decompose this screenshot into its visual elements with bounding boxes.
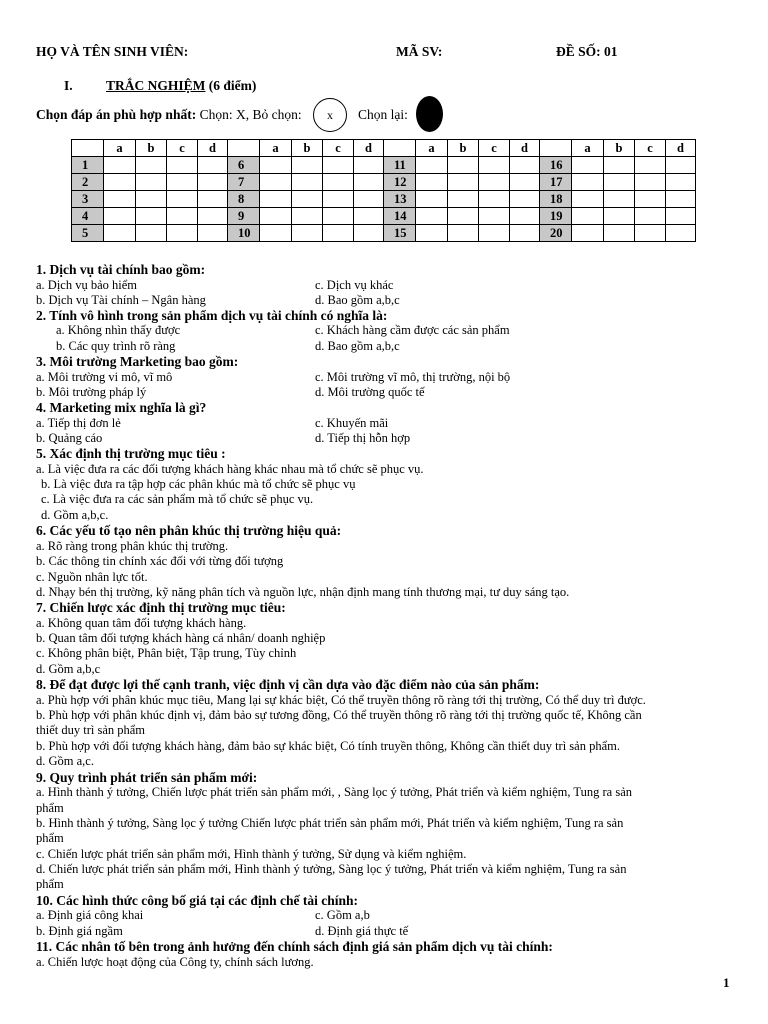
answer-cell[interactable] (510, 225, 540, 242)
instruction-line (36, 107, 302, 123)
grid-corner-cell (228, 140, 260, 157)
question-number-cell: 3 (72, 191, 104, 208)
question-title: 3. Môi trường Marketing bao gồm: (36, 354, 239, 369)
answer-cell[interactable] (167, 174, 198, 191)
option-a: a. Phù hợp với phân khúc mục tiêu, Mang lại sự khác biệt, Có thể truyền thông rõ ràng tới thị trường, Có thể duy trì được. (36, 693, 646, 707)
option-b: b. Quan tâm đối tượng khách hàng cá nhân/ doanh nghiệp (36, 631, 326, 645)
answer-cell[interactable] (198, 191, 228, 208)
question-title: 2. Tính vô hình trong sản phẩm dịch vụ tài chính có nghĩa là: (36, 308, 388, 323)
answer-cell[interactable] (136, 157, 167, 174)
answer-cell[interactable] (136, 174, 167, 191)
choice-header-b: b (136, 140, 167, 157)
filled-circle-icon (416, 96, 443, 132)
question-number-cell: 1 (72, 157, 104, 174)
answer-cell[interactable] (479, 157, 510, 174)
reselect-label: Chọn lại: (358, 107, 408, 122)
answer-cell[interactable] (572, 208, 604, 225)
option-a: a. Chiến lược hoạt động của Công ty, chính sách lương. (36, 955, 314, 969)
answer-cell[interactable] (448, 157, 479, 174)
answer-cell[interactable] (292, 157, 323, 174)
instruction-rest: Chọn: X, Bỏ chọn: (199, 107, 302, 122)
answer-cell[interactable] (198, 225, 228, 242)
choice-header-a: a (416, 140, 448, 157)
question-number-cell: 16 (540, 157, 572, 174)
answer-cell[interactable] (479, 191, 510, 208)
answer-cell[interactable] (635, 225, 666, 242)
answer-cell[interactable] (479, 208, 510, 225)
answer-cell[interactable] (354, 174, 384, 191)
answer-cell[interactable] (104, 191, 136, 208)
question-title: 9. Quy trình phát triển sản phẩm mới: (36, 770, 258, 785)
answer-cell[interactable] (666, 174, 696, 191)
answer-cell[interactable] (635, 174, 666, 191)
question-number-cell: 17 (540, 174, 572, 191)
deselect-circle-icon (313, 98, 347, 132)
answer-cell[interactable] (323, 225, 354, 242)
answer-cell[interactable] (448, 225, 479, 242)
choice-header-c: c (479, 140, 510, 157)
answer-cell[interactable] (572, 157, 604, 174)
answer-grid-row (72, 225, 696, 242)
option-b: b. Dịch vụ Tài chính – Ngân hàng (36, 293, 206, 307)
question-number-cell: 18 (540, 191, 572, 208)
option-a: a. Tiếp thị đơn lẻ (36, 416, 121, 430)
answer-cell[interactable] (510, 208, 540, 225)
question-number-cell: 8 (228, 191, 260, 208)
exam-code-label: ĐỀ SỐ: 01 (556, 44, 618, 59)
question-title: 11. Các nhân tố bên trong ảnh hưởng đến chính sách định giá sản phẩm dịch vụ tài chính: (36, 939, 553, 954)
answer-cell[interactable] (292, 208, 323, 225)
option-a: a. Không nhìn thấy được (56, 323, 181, 337)
answer-cell[interactable] (604, 191, 635, 208)
question-number-cell: 12 (384, 174, 416, 191)
answer-cell[interactable] (260, 157, 292, 174)
answer-cell[interactable] (167, 208, 198, 225)
answer-cell[interactable] (572, 225, 604, 242)
question-number-cell: 14 (384, 208, 416, 225)
choice-header-c: c (323, 140, 354, 157)
answer-cell[interactable] (136, 225, 167, 242)
answer-cell[interactable] (167, 157, 198, 174)
student-name-label: HỌ VÀ TÊN SINH VIÊN: (36, 44, 189, 59)
answer-cell[interactable] (260, 191, 292, 208)
question-title: 10. Các hình thức công bố giá tại các định chế tài chính: (36, 893, 359, 908)
answer-cell[interactable] (666, 208, 696, 225)
answer-cell[interactable] (354, 208, 384, 225)
question-number-cell: 6 (228, 157, 260, 174)
answer-cell[interactable] (104, 174, 136, 191)
question-title: 1. Dịch vụ tài chính bao gồm: (36, 262, 206, 277)
option-c: c. Khuyến mãi (315, 416, 389, 430)
question-title: 8. Để đạt được lợi thế cạnh tranh, việc định vị cần dựa vào đặc điểm nào của sản phẩm: (36, 677, 540, 692)
answer-cell[interactable] (604, 174, 635, 191)
question-number-cell: 7 (228, 174, 260, 191)
answer-grid-row (72, 208, 696, 225)
answer-grid-header-row (72, 140, 696, 157)
question-number-cell: 13 (384, 191, 416, 208)
option-c: c. Dịch vụ khác (315, 278, 394, 292)
answer-cell[interactable] (572, 174, 604, 191)
instruction-lead: Chọn đáp án phù hợp nhất: (36, 107, 197, 122)
answer-grid-row (72, 174, 696, 191)
option-c: c. Khách hàng cầm được các sản phẩm (315, 323, 510, 337)
option-d: d. Gồm a,b,c. (41, 508, 109, 522)
option-b-continued: thiết duy trì sản phẩm (36, 723, 146, 737)
answer-cell[interactable] (198, 157, 228, 174)
student-id-label: MÃ SV: (396, 44, 443, 59)
option-c: c. Nguồn nhân lực tốt. (36, 570, 148, 584)
grid-corner-cell (384, 140, 416, 157)
answer-cell[interactable] (666, 225, 696, 242)
question-number-cell: 9 (228, 208, 260, 225)
option-a: a. Định giá công khai (36, 908, 144, 922)
option-a: a. Môi trường vi mô, vĩ mô (36, 370, 173, 384)
section-title-text: TRẮC NGHIỆM (106, 78, 206, 93)
answer-cell[interactable] (104, 157, 136, 174)
option-a: a. Rõ ràng trong phân khúc thị trường. (36, 539, 229, 553)
choice-header-c: c (635, 140, 666, 157)
option-a: a. Là việc đưa ra các đối tượng khách hàng khác nhau mà tổ chức sẽ phục vụ. (36, 462, 424, 476)
question-title: 6. Các yếu tố tạo nên phân khúc thị trường hiệu quả: (36, 523, 342, 538)
answer-cell[interactable] (416, 225, 448, 242)
option-d-continued: phẩm (36, 877, 64, 891)
page-number: 1 (723, 975, 730, 990)
option-b: b. Hình thành ý tưởng, Sàng lọc ý tưởng Chiến lược phát triển sản phẩm mới, Phát triển và kiểm nghiệm, Tung ra sản (36, 816, 624, 830)
option-c: c. Gồm a,b (315, 908, 370, 922)
question-number-cell: 11 (384, 157, 416, 174)
answer-cell[interactable] (260, 225, 292, 242)
option-d: d. Gồm a,b,c (36, 662, 101, 676)
choice-header-d: d (198, 140, 228, 157)
answer-cell[interactable] (416, 191, 448, 208)
option-c: c. Không phân biệt, Phân biệt, Tập trung, Tùy chỉnh (36, 646, 297, 660)
answer-cell[interactable] (510, 191, 540, 208)
answer-cell[interactable] (260, 208, 292, 225)
choice-header-a: a (104, 140, 136, 157)
choice-header-d: d (666, 140, 696, 157)
answer-cell[interactable] (104, 225, 136, 242)
answer-cell[interactable] (572, 191, 604, 208)
option-d: d. Tiếp thị hỗn hợp (315, 431, 411, 445)
answer-cell[interactable] (604, 208, 635, 225)
section-title (106, 78, 256, 94)
question-title: 5. Xác định thị trường mục tiêu : (36, 446, 226, 461)
deselect-mark: x (327, 107, 333, 122)
option-b: b. Phù hợp với phân khúc định vị, đảm bảo sự tương đồng, Có thể truyền thông rõ ràng tới thị trường quốc tế, Không cần (36, 708, 642, 722)
section-points: (6 điểm) (208, 78, 257, 93)
option-d: d. Gồm a,c. (36, 754, 94, 768)
option-b: b. Phù hợp với đối tượng khách hàng, đảm bảo sự khác biệt, Có tính truyền thông, Không cần thiết duy trì sản phẩm. (36, 739, 620, 753)
option-d: d. Định giá thực tế (315, 924, 409, 938)
answer-cell[interactable] (323, 191, 354, 208)
answer-cell[interactable] (198, 174, 228, 191)
option-d: d. Bao gồm a,b,c (315, 293, 400, 307)
answer-cell[interactable] (448, 191, 479, 208)
option-b: b. Các thông tin chính xác đối với từng đối tượng (36, 554, 284, 568)
answer-cell[interactable] (323, 157, 354, 174)
option-b: b. Các quy trình rõ ràng (56, 339, 176, 353)
option-a: a. Dịch vụ bảo hiểm (36, 278, 138, 292)
answer-cell[interactable] (510, 157, 540, 174)
choice-header-d: d (354, 140, 384, 157)
option-a-continued: phẩm (36, 801, 64, 815)
answer-cell[interactable] (260, 174, 292, 191)
choice-header-c: c (167, 140, 198, 157)
question-title: 4. Marketing mix nghĩa là gì? (36, 400, 207, 415)
answer-cell[interactable] (104, 208, 136, 225)
choice-header-a: a (260, 140, 292, 157)
question-number-cell: 15 (384, 225, 416, 242)
question-number-cell: 19 (540, 208, 572, 225)
answer-cell[interactable] (354, 225, 384, 242)
choice-header-a: a (572, 140, 604, 157)
answer-cell[interactable] (354, 157, 384, 174)
answer-cell[interactable] (136, 191, 167, 208)
answer-grid (71, 139, 696, 242)
answer-cell[interactable] (479, 174, 510, 191)
answer-cell[interactable] (666, 191, 696, 208)
option-b-continued: phẩm (36, 831, 64, 845)
question-number-cell: 20 (540, 225, 572, 242)
option-c: c. Môi trường vĩ mô, thị trường, nội bộ (315, 370, 511, 384)
answer-cell[interactable] (635, 157, 666, 174)
choice-header-b: b (448, 140, 479, 157)
option-d: d. Chiến lược phát triển sản phẩm mới, Hình thành ý tưởng, Sàng lọc ý tưởng, Phát triển và kiểm nghiệm, Tung ra sản (36, 862, 627, 876)
question-number-cell: 10 (228, 225, 260, 242)
answer-cell[interactable] (323, 208, 354, 225)
option-b: b. Là việc đưa ra tập hợp các phân khúc mà tổ chức sẽ phục vụ (41, 477, 356, 491)
answer-cell[interactable] (604, 157, 635, 174)
answer-cell[interactable] (448, 174, 479, 191)
answer-cell[interactable] (635, 191, 666, 208)
option-b: b. Quảng cáo (36, 431, 103, 445)
answer-cell[interactable] (198, 208, 228, 225)
option-d: d. Bao gồm a,b,c (315, 339, 400, 353)
answer-cell[interactable] (448, 208, 479, 225)
option-c: c. Chiến lược phát triển sản phẩm mới, Hình thành ý tưởng, Sử dụng và kiểm nghiệm. (36, 847, 467, 861)
option-d: d. Nhạy bén thị trường, kỹ năng phân tích và nguồn lực, nhận định mang tính thương mại, tư duy sáng tạo. (36, 585, 570, 599)
answer-cell[interactable] (510, 174, 540, 191)
option-b: b. Định giá ngầm (36, 924, 123, 938)
option-c: c. Là việc đưa ra các sản phẩm mà tổ chức sẽ phục vụ. (41, 492, 314, 506)
grid-corner-cell (72, 140, 104, 157)
option-d: d. Môi trường quốc tế (315, 385, 425, 399)
answer-cell[interactable] (292, 174, 323, 191)
answer-cell[interactable] (666, 157, 696, 174)
question-number-cell: 5 (72, 225, 104, 242)
question-number-cell: 2 (72, 174, 104, 191)
choice-header-d: d (510, 140, 540, 157)
answer-grid-body (72, 140, 696, 242)
answer-cell[interactable] (635, 208, 666, 225)
answer-cell[interactable] (167, 191, 198, 208)
answer-cell[interactable] (416, 174, 448, 191)
answer-cell[interactable] (416, 157, 448, 174)
answer-cell[interactable] (292, 225, 323, 242)
option-a: a. Hình thành ý tưởng, Chiến lược phát triển sản phẩm mới, , Sàng lọc ý tưởng, Phát triển và kiểm nghiệm, Tung ra sản (36, 785, 632, 799)
answer-cell[interactable] (416, 208, 448, 225)
answer-cell[interactable] (354, 191, 384, 208)
answer-cell[interactable] (604, 225, 635, 242)
answer-cell[interactable] (167, 225, 198, 242)
question-number-cell: 4 (72, 208, 104, 225)
answer-cell[interactable] (479, 225, 510, 242)
option-b: b. Môi trường pháp lý (36, 385, 147, 399)
answer-cell[interactable] (136, 208, 167, 225)
answer-cell[interactable] (323, 174, 354, 191)
choice-header-b: b (292, 140, 323, 157)
grid-corner-cell (540, 140, 572, 157)
question-title: 7. Chiến lược xác định thị trường mục tiêu: (36, 600, 286, 615)
option-a: a. Không quan tâm đối tượng khách hàng. (36, 616, 247, 630)
answer-grid-row (72, 191, 696, 208)
answer-grid-row (72, 157, 696, 174)
section-number: I. (64, 78, 73, 93)
answer-cell[interactable] (292, 191, 323, 208)
choice-header-b: b (604, 140, 635, 157)
